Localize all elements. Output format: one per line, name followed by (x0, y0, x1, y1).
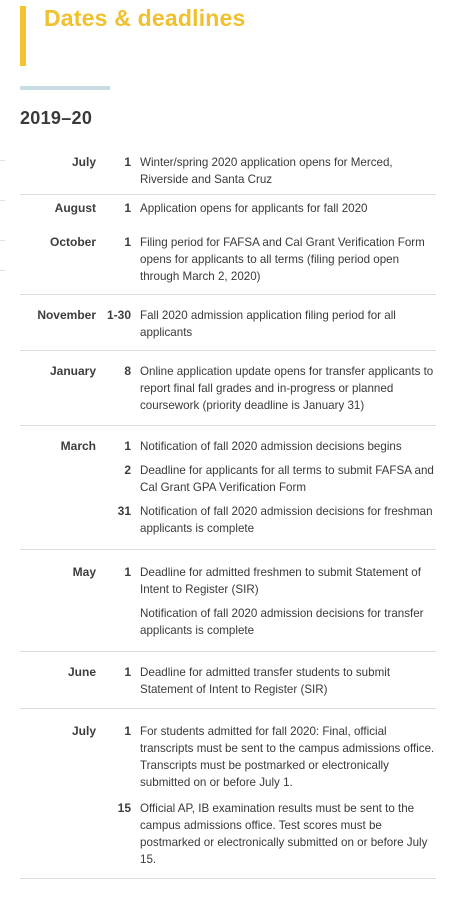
day-label: 15 (117, 801, 131, 815)
schedule-entry (20, 234, 436, 285)
day-label: 1 (124, 724, 131, 738)
entry-description: Notification of fall 2020 admission decisions begins (140, 440, 402, 453)
entry-description: Filing period for FAFSA and Cal Grant Verification Form opens for applicants to all terms (filing period open through March 2, 2020) (140, 236, 425, 283)
month-group-august (20, 195, 436, 229)
page-title: Dates & deadlines (44, 5, 246, 31)
month-label: November (37, 308, 96, 322)
day-label: 1 (124, 439, 131, 453)
month-label: July (71, 155, 96, 169)
deadline-schedule (0, 150, 452, 879)
month-group-may (20, 550, 436, 652)
schedule-entry (20, 564, 436, 598)
schedule-entry (20, 800, 436, 868)
schedule-entry (20, 307, 436, 341)
day-label: 31 (117, 504, 131, 518)
month-group-march (20, 426, 436, 550)
schedule-entry (20, 438, 436, 455)
month-group-july-2020 (20, 709, 436, 879)
schedule-entry (20, 664, 436, 698)
month-label: May (72, 565, 96, 579)
schedule-entry (20, 200, 436, 217)
day-label: 1 (124, 565, 131, 579)
entry-description: Official AP, IB examination results must be sent to the campus admissions office. Test scores must be postmarked or electronically submitted on or before July 15. (140, 802, 428, 866)
entry-description: Winter/spring 2020 application opens for Merced, Riverside and Santa Cruz (140, 156, 393, 186)
month-group-june (20, 652, 436, 709)
entry-description: Notification of fall 2020 admission decisions for freshman applicants is complete (140, 505, 433, 535)
entry-description: Notification of fall 2020 admission decisions for transfer applicants is complete (140, 607, 424, 637)
entry-description: Online application update opens for transfer applicants to report final fall grades and in-progress or planned coursework (priority deadline is January 31) (140, 365, 434, 412)
day-label: 1 (124, 665, 131, 679)
month-group-october (20, 229, 436, 295)
month-group-july-2019 (20, 150, 436, 195)
schedule-entry (20, 462, 436, 496)
schedule-entry (20, 503, 436, 537)
entry-description: Deadline for applicants for all terms to submit FAFSA and Cal Grant GPA Verification Form (140, 464, 434, 494)
day-label: 1 (124, 201, 131, 215)
entry-description: For students admitted for fall 2020: Final, official transcripts must be sent to the campus admissions office. Transcripts must be postmarked or electronically submitted on or before July 1. (140, 725, 435, 789)
schedule-entry (20, 154, 436, 188)
entry-description: Application opens for applicants for fall 2020 (140, 202, 368, 215)
schedule-entry (20, 363, 436, 414)
schedule-entry (20, 723, 436, 791)
month-label: July (71, 724, 96, 738)
month-label: August (54, 201, 96, 215)
day-label: 8 (124, 364, 131, 378)
month-label: October (49, 235, 96, 249)
month-label: June (67, 665, 96, 679)
month-group-november (20, 295, 436, 351)
day-label: 2 (124, 463, 131, 477)
title-accent-bar (20, 6, 26, 66)
title-divider (20, 86, 110, 90)
entry-description: Fall 2020 admission application filing period for all applicants (140, 309, 396, 339)
day-label: 1-30 (106, 308, 131, 322)
day-label: 1 (124, 155, 131, 169)
month-label: March (60, 439, 96, 453)
month-group-january (20, 351, 436, 426)
month-label: January (49, 364, 96, 378)
entry-description: Deadline for admitted transfer students to submit Statement of Intent to Register (SIR) (140, 666, 391, 696)
day-label: 1 (124, 235, 131, 249)
academic-year-heading: 2019–20 (20, 108, 93, 128)
entry-description: Deadline for admitted freshmen to submit Statement of Intent to Register (SIR) (140, 566, 421, 596)
schedule-entry (20, 605, 436, 639)
